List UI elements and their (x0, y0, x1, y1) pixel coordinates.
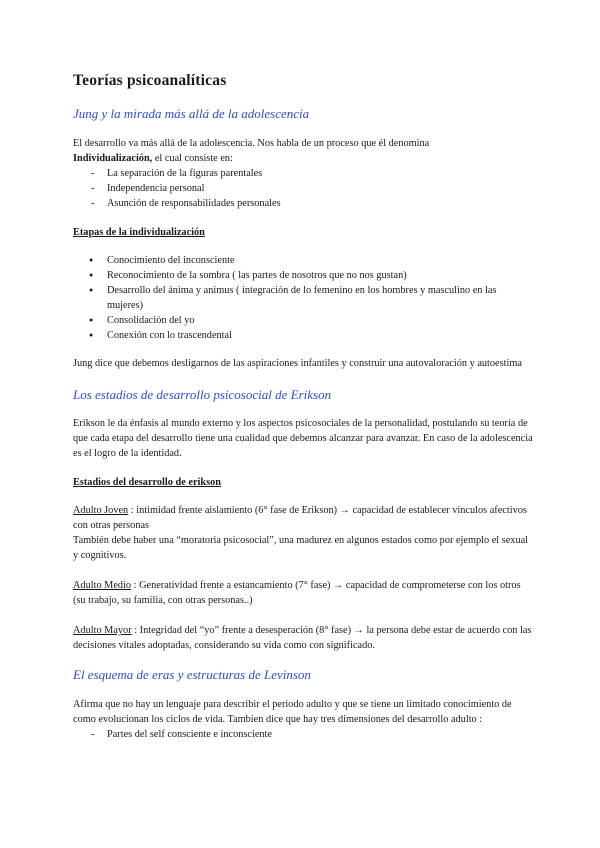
section-heading-levinson: El esquema de eras y estructuras de Levinson (73, 667, 311, 682)
levinson-dash-list (73, 727, 533, 742)
erikson-stages-heading: Estadios del desarrollo de erikson (73, 477, 221, 488)
document-content (73, 72, 533, 742)
jung-closing: Jung dice que debemos desligarnos de las aspiraciones infantiles y construir una autovaloración y autoestima (73, 358, 522, 369)
list-item: - La separación de la figuras parentales (73, 166, 533, 181)
section-heading-erikson: Los estadios de desarrollo psicosocial de Erikson (73, 387, 332, 402)
adulto-joven-label: Adulto Joven (73, 505, 129, 516)
list-item: - Independencia personal (73, 181, 533, 196)
page-title: Teorías psicoanalíticas (73, 72, 227, 89)
individualizacion-term: Individualización, (73, 153, 153, 164)
jung-dash-list (73, 166, 533, 211)
individualization-stages-list (73, 253, 533, 343)
list-item: - Partes del self consciente e inconsciente (73, 727, 533, 742)
adulto-mayor-paragraph: Adulto Mayor : Integridad del “yo” frente a desesperación (8° fase) → la persona debe estar de acuerdo con las decisiones vitales adoptadas, considerando su vida como con significado. (73, 625, 532, 651)
section-heading-jung: Jung y la mirada más allá de la adolescencia (73, 106, 310, 121)
list-item: ● Consolidación del yo (73, 313, 533, 328)
adulto-medio-paragraph: Adulto Medio : Generatividad frente a estancamiento (7° fase) → capacidad de comprometerse con los otros (su trabajo, su familia, con otras personas..) (73, 580, 521, 606)
list-item: ● Desarrollo del ánima y animus ( integración de lo femenino en los hombres y masculino en las mujeres) (73, 283, 533, 313)
erikson-intro: Erikson le da énfasis al mundo externo y los aspectos psicosociales de la personalidad, postulando su teoría de que cada etapa del desarrollo tiene una cualidad que debemos alcanzar para avanzar. En caso de la adolescencia es el logro de la identidad. (73, 418, 533, 459)
individualization-stages-heading: Etapas de la individualización (73, 227, 205, 238)
levinson-intro: Afirma que no hay un lenguaje para describir el periodo adulto y que se tiene un limitado conocimiento de como evolucionan los ciclos de vida. Tambien dice que hay tres dimensiones del desarrollo adulto : (73, 699, 512, 725)
jung-intro: El desarrollo va más allá de la adolescencia. Nos habla de un proceso que él denomina Individualización, el cual consiste en: (73, 138, 430, 164)
adulto-mayor-label: Adulto Mayor (73, 625, 132, 636)
adulto-joven-paragraph: Adulto Joven : intimidad frente aislamiento (6° fase de Erikson) → capacidad de establecer vínculos afectivos con otras personas También debe haber una “moratoria psicosocial”, una madurez en algunos estados como por ejemplo el sexual y cognitivos. (73, 505, 529, 561)
adulto-medio-label: Adulto Medio (73, 580, 132, 591)
list-item: ● Conocimiento del inconsciente (73, 253, 533, 268)
list-item: ● Reconocimiento de la sombra ( las partes de nosotros que no nos gustan) (73, 268, 533, 283)
list-item: - Asunción de responsabilidades personales (73, 196, 533, 211)
list-item: ● Conexión con lo trascendental (73, 328, 533, 343)
